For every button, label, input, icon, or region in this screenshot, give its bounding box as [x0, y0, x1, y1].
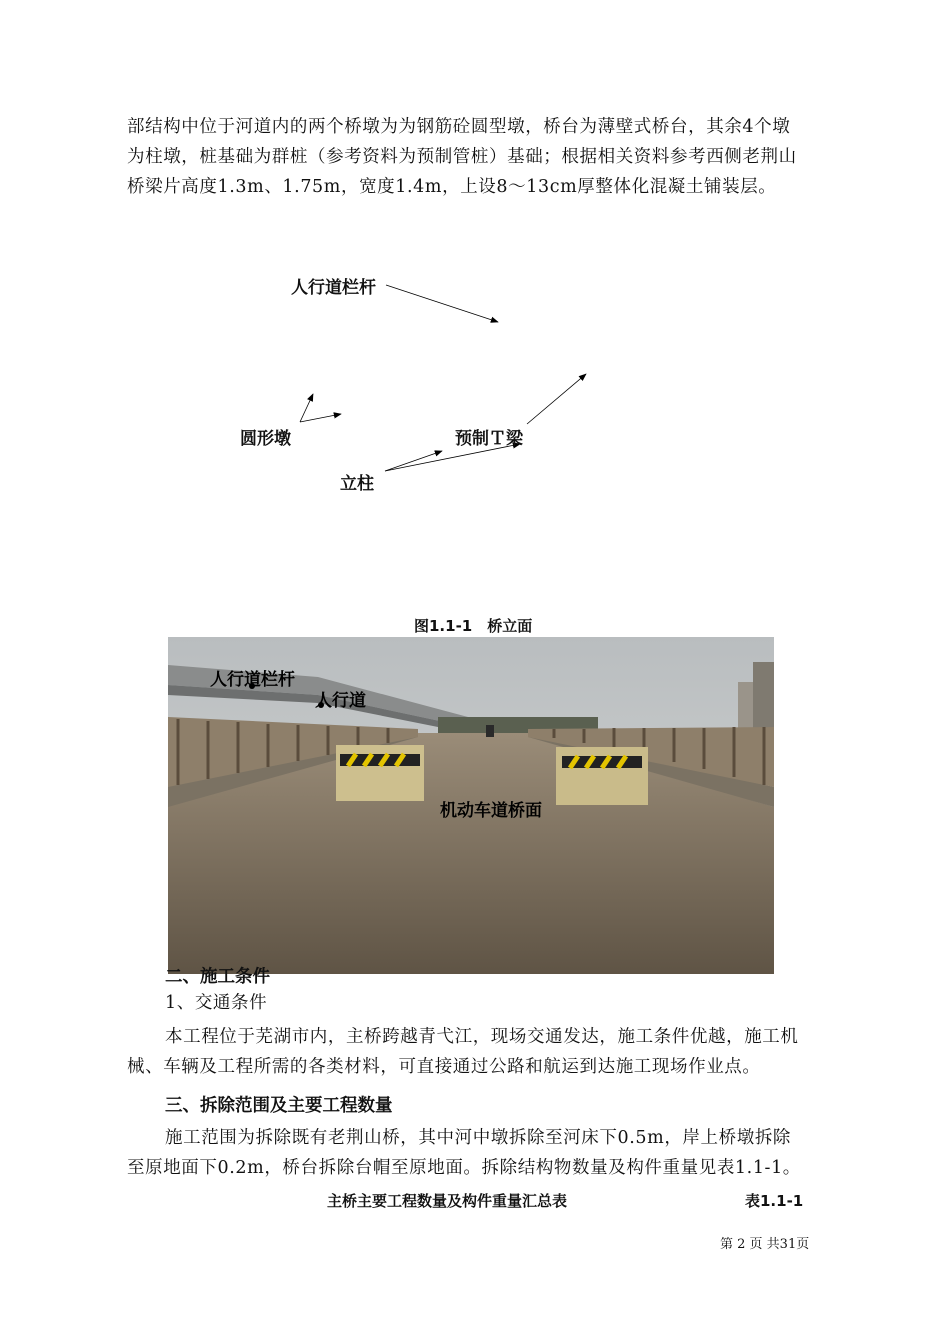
section-3-line: 至原地面下0.2m，桥台拆除台帽至原地面。拆除结构物数量及构件重量见表1.1-1。 — [127, 1158, 801, 1178]
t-beam-arrow — [527, 374, 586, 424]
table-caption-title: 主桥主要工程数量及构件重量汇总表 — [327, 1192, 568, 1210]
intro-line: 桥梁片高度1.3m、1.75m，宽度1.4m，上设8～13cm厚整体化混凝土铺装层。 — [127, 177, 777, 197]
t-beam-label: 预制Ｔ梁 — [455, 429, 523, 449]
round-pier-arrow-up — [300, 394, 313, 422]
figure-title: 桥立面 — [487, 617, 533, 635]
photo-sidewalk-label: 人行道 — [315, 691, 366, 711]
section-2-heading: 二、施工条件 — [165, 967, 270, 987]
column-label: 立柱 — [340, 474, 374, 494]
intro-line: 部结构中位于河道内的两个桥墩为为钢筋砼圆型墩，桥台为薄壁式桥台，其余4个墩 — [127, 117, 791, 137]
section-3-line: 施工范围为拆除既有老荆山桥，其中河中墩拆除至河床下0.5m，岸上桥墩拆除 — [165, 1128, 792, 1148]
page-footer: 第 2 页 共31页 — [720, 1237, 810, 1252]
section-3-heading: 三、拆除范围及主要工程数量 — [165, 1096, 393, 1116]
railing-arrow — [386, 285, 498, 322]
figure-caption — [414, 615, 532, 636]
photo-deck-label: 机动车道桥面 — [440, 801, 542, 821]
railing-label: 人行道栏杆 — [291, 278, 376, 298]
section-3-paragraph — [127, 1123, 837, 1183]
section-2-line: 本工程位于芜湖市内，主桥跨越青弋江，现场交通发达，施工条件优越，施工机 — [165, 1027, 799, 1047]
diagram-arrows — [0, 0, 950, 600]
bridge-deck-photo — [168, 637, 774, 974]
round-pier-label: 圆形墩 — [240, 429, 291, 449]
intro-line: 为柱墩，桩基础为群桩（参考资料为预制管桩）基础；根据相关资料参考西侧老荆山 — [127, 147, 797, 167]
photo-railing-label: 人行道栏杆 — [210, 670, 295, 690]
section-2-subheading — [127, 988, 875, 1018]
subheading-text: 1、交通条件 — [165, 993, 268, 1013]
table-caption-number: 表1.1-1 — [745, 1192, 804, 1210]
section-2-line: 械、车辆及工程所需的各类材料，可直接通过公路和航运到达施工现场作业点。 — [127, 1057, 761, 1077]
round-pier-arrow-right — [300, 414, 341, 422]
figure-number: 图1.1-1 — [414, 617, 473, 635]
section-2-paragraph — [127, 1022, 837, 1082]
